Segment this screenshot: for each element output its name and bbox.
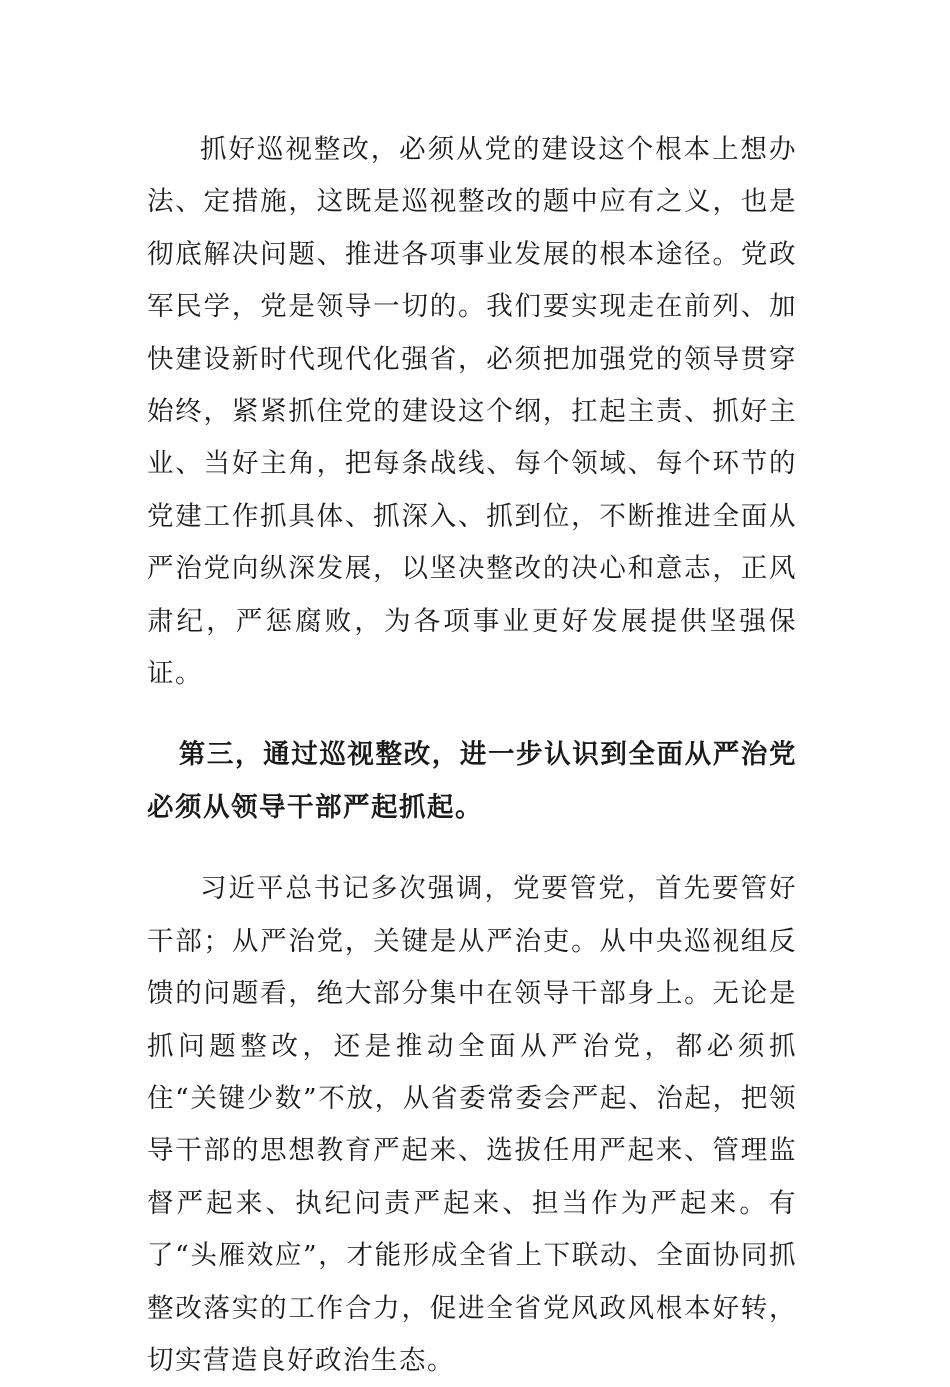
body-paragraph-2: 习近平总书记多次强调，党要管党，首先要管好干部；从严治党，关键是从严治吏。从中央巡视组反馈的问题看，绝大部分集中在领导干部身上。无论是抓问题整改，还是推动全面从严治党，都必须抓住“关键少数”不放，从省委常委会严起、治起，把领导干部的思想教育严起来、选拔任用严起来、管理监督严起来、执纪问责严起来、担当作为严起来。有了“头雁效应”，才能形成全省上下联动、全面协同抓整改落实的工作合力，促进全省党风政风根本好转，切实营造良好政治生态。 (147, 873, 797, 1376)
body-paragraph-1: 抓好巡视整改，必须从党的建设这个根本上想办法、定措施，这既是巡视整改的题中应有之义，也是彻底解决问题、推进各项事业发展的根本途径。党政军民学，党是领导一切的。我们要实现走在前列、加快建设新时代现代化强省，必须把加强党的领导贯穿始终，紧紧抓住党的建设这个纲，扛起主责、抓好主业、当好主角，把每条战线、每个领域、每个环节的党建工作抓具体、抓深入、抓到位，不断推进全面从严治党向纵深发展，以坚决整改的决心和意志，正风肃纪，严惩腐败，为各项事业更好发展提供坚强保证。 (147, 134, 797, 690)
section-heading-3: 第三，通过巡视整改，进一步认识到全面从严治党必须从领导干部严起抓起。 (147, 739, 797, 823)
document-page (147, 124, 797, 1387)
